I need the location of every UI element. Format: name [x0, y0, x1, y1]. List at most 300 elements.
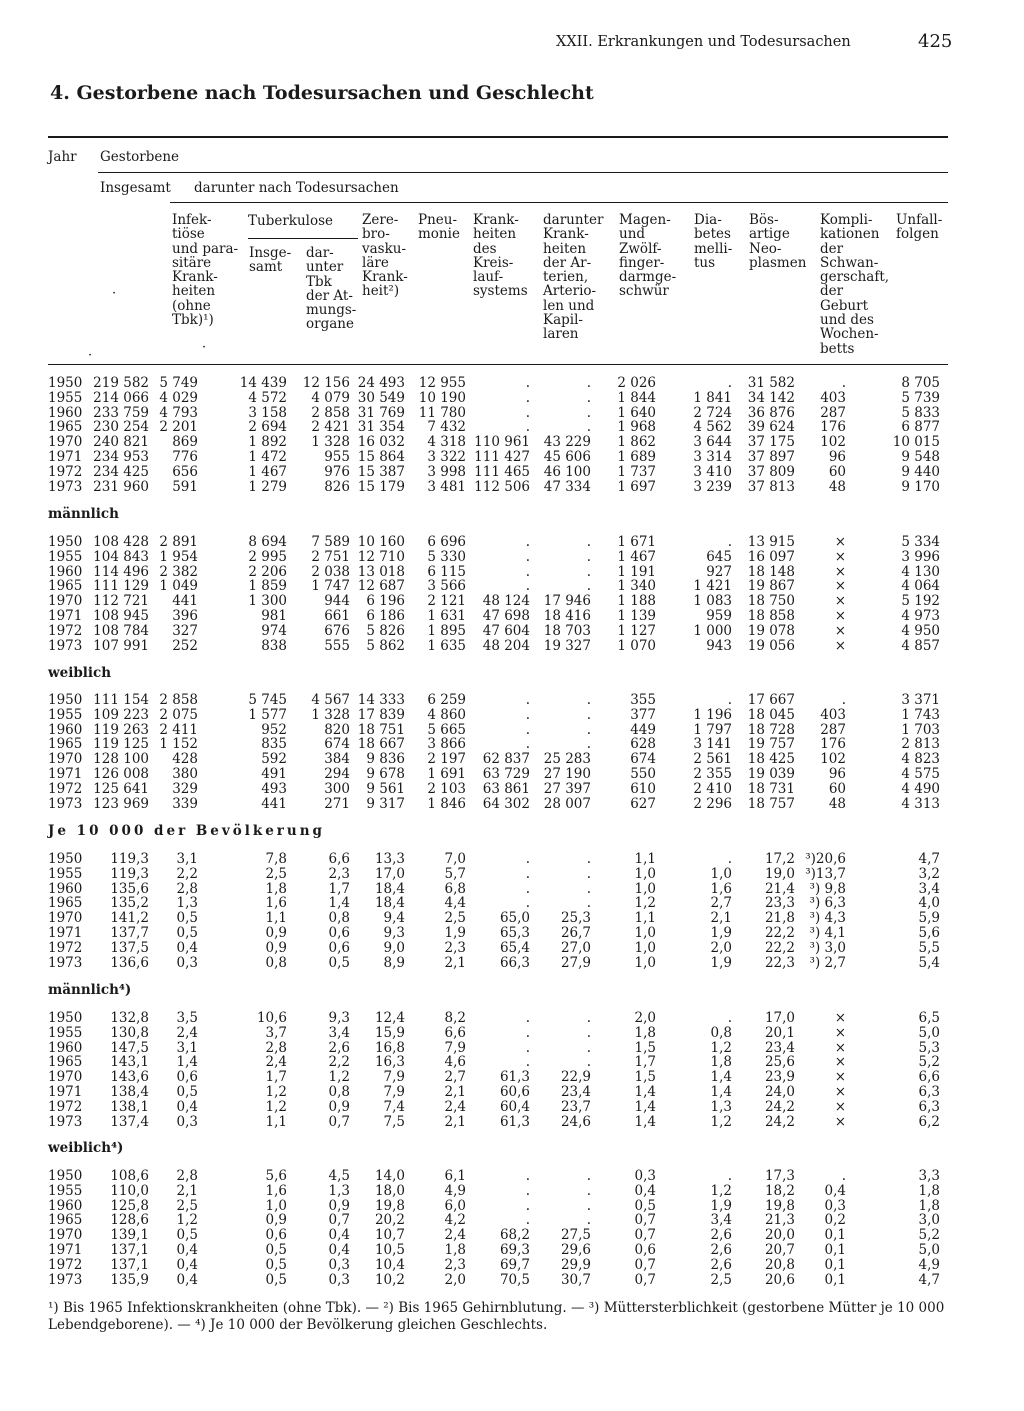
cell-neoplasmen: 18 731: [747, 780, 795, 797]
cell-arterien: 26,7: [560, 924, 591, 941]
cell-tbk-insgesamt: 2,4: [265, 1054, 287, 1071]
cell-kreislaufsystem: .: [525, 721, 530, 738]
cell-diabetes: 1 421: [693, 578, 732, 595]
cell-magen: 1,1: [634, 910, 656, 927]
cell-unfallfolgen: 4,7: [918, 851, 940, 867]
cell-infektioese: 0,3: [176, 954, 198, 971]
cell-zerebrovaskulaer: 7,9: [383, 1083, 405, 1100]
cell-zerebrovaskulaer: 13,3: [374, 851, 405, 867]
cell-gestorbene-insgesamt: 135,9: [110, 1271, 149, 1288]
cell-neoplasmen: 18 757: [747, 795, 795, 812]
cell-pneumonie: 2 197: [427, 751, 466, 768]
cell-komplikationen: 102: [820, 434, 846, 451]
table-row: [0, 1085, 1024, 1100]
cell-tbk-insgesamt: 14 439: [239, 375, 287, 391]
cell-pneumonie: 6,6: [444, 1024, 466, 1041]
cell-arterien: .: [586, 721, 591, 738]
cell-pneumonie: 1 846: [427, 795, 466, 812]
running-head: XXII. Erkrankungen und Todesursachen: [556, 34, 851, 50]
cell-infektioese: 1 049: [159, 578, 198, 595]
cell-tbk-atmungsorgane: 7 589: [311, 534, 350, 550]
cell-arterien: .: [586, 880, 591, 897]
cell-kreislaufsystem: 66,3: [499, 954, 530, 971]
cell-gestorbene-insgesamt: 128,6: [110, 1212, 149, 1229]
cell-neoplasmen: 39 624: [747, 419, 795, 436]
cell-diabetes: 2 724: [693, 404, 732, 421]
cell-zerebrovaskulaer: 9 317: [366, 795, 405, 812]
cell-gestorbene-insgesamt: 143,6: [110, 1069, 149, 1086]
cell-komplikationen: 176: [820, 736, 846, 753]
cell-tbk-atmungsorgane: 1,2: [328, 1069, 350, 1086]
cell-unfallfolgen: 5,2: [918, 1054, 940, 1071]
cell-gestorbene-insgesamt: 138,1: [110, 1098, 149, 1115]
table-row: [0, 797, 1024, 812]
cell-tbk-insgesamt: 3,7: [265, 1024, 287, 1041]
cell-arterien: .: [586, 389, 591, 406]
cell-zerebrovaskulaer: 16 032: [357, 434, 405, 451]
cell-tbk-atmungsorgane: 294: [324, 765, 350, 782]
header-gestorbene: Gestorbene: [100, 149, 180, 165]
cell-komplikationen: 403: [820, 389, 846, 406]
cell-year: 1955: [48, 706, 83, 723]
table-row: [0, 723, 1024, 738]
cell-magen: 1,7: [634, 1054, 656, 1071]
cell-year: 1955: [48, 548, 83, 565]
table-row: [0, 1243, 1024, 1258]
cell-year: 1971: [48, 1241, 83, 1258]
cell-tbk-atmungsorgane: 0,4: [328, 1241, 350, 1258]
cell-neoplasmen: 24,2: [764, 1098, 795, 1115]
cell-diabetes: 1,3: [710, 1098, 732, 1115]
cell-magen: 1 968: [617, 419, 656, 436]
cell-zerebrovaskulaer: 17 839: [357, 706, 405, 723]
cell-kreislaufsystem: 64 302: [482, 795, 530, 812]
cell-infektioese: 0,4: [176, 1256, 198, 1273]
cell-unfallfolgen: 5,5: [918, 939, 940, 956]
cell-infektioese: 0,4: [176, 1241, 198, 1258]
cell-tbk-insgesamt: 7,8: [265, 851, 287, 867]
table-row: [0, 956, 1024, 971]
cell-diabetes: 1,4: [710, 1069, 732, 1086]
cell-tbk-insgesamt: 952: [261, 721, 287, 738]
cell-gestorbene-insgesamt: 119,3: [110, 851, 149, 867]
cell-komplikationen: .: [841, 1168, 846, 1184]
cell-diabetes: 4 562: [693, 419, 732, 436]
cell-magen: 1 340: [617, 578, 656, 595]
cell-pneumonie: 2,1: [444, 1083, 466, 1100]
cell-kreislaufsystem: 63 861: [482, 780, 530, 797]
cell-tbk-insgesamt: 2,5: [265, 865, 287, 882]
cell-kreislaufsystem: .: [525, 563, 530, 580]
cell-magen: 1,5: [634, 1039, 656, 1056]
cell-pneumonie: 4 860: [427, 706, 466, 723]
cell-unfallfolgen: 5 192: [901, 593, 940, 610]
data-block-maennlich-rate: [0, 1011, 1024, 1129]
colhead-magen: Magen- und Zwölf- finger- darmge- schwür: [619, 212, 677, 300]
cell-pneumonie: 4,4: [444, 895, 466, 912]
cell-zerebrovaskulaer: 10,2: [374, 1271, 405, 1288]
cell-unfallfolgen: 4,9: [918, 1256, 940, 1273]
cell-infektioese: 0,5: [176, 924, 198, 941]
cell-zerebrovaskulaer: 10,5: [374, 1241, 405, 1258]
cell-infektioese: 2,8: [176, 1168, 198, 1184]
table-row: [0, 420, 1024, 435]
cell-tbk-insgesamt: 0,5: [265, 1271, 287, 1288]
cell-gestorbene-insgesamt: 143,1: [110, 1054, 149, 1071]
cell-zerebrovaskulaer: 12 710: [357, 548, 405, 565]
cell-unfallfolgen: 9 440: [901, 463, 940, 480]
cell-infektioese: 2 382: [159, 563, 198, 580]
header-rule-tuberkulose: [248, 238, 358, 239]
cell-magen: 1,0: [634, 880, 656, 897]
cell-infektioese: 428: [172, 751, 198, 768]
table-row: [0, 1273, 1024, 1288]
cell-zerebrovaskulaer: 9 678: [366, 765, 405, 782]
data-block-gesamt: [0, 376, 1024, 494]
cell-year: 1970: [48, 910, 83, 927]
cell-kreislaufsystem: .: [525, 548, 530, 565]
table-row: [0, 550, 1024, 565]
cell-gestorbene-insgesamt: 219 582: [93, 375, 149, 391]
cell-tbk-insgesamt: 5,6: [265, 1168, 287, 1184]
cell-tbk-insgesamt: 1 467: [248, 463, 287, 480]
cell-unfallfolgen: 1,8: [918, 1197, 940, 1214]
cell-year: 1965: [48, 1212, 83, 1229]
cell-gestorbene-insgesamt: 136,6: [110, 954, 149, 971]
cell-arterien: 25,3: [560, 910, 591, 927]
cell-gestorbene-insgesamt: 114 496: [93, 563, 149, 580]
cell-komplikationen: ×: [834, 563, 846, 580]
cell-arterien: 23,7: [560, 1098, 591, 1115]
header-bottom-rule: [48, 364, 948, 365]
cell-zerebrovaskulaer: 15 864: [357, 448, 405, 465]
cell-neoplasmen: 22,2: [764, 924, 795, 941]
cell-year: 1950: [48, 692, 83, 708]
cell-tbk-atmungsorgane: 300: [324, 780, 350, 797]
cell-zerebrovaskulaer: 15 179: [357, 478, 405, 495]
cell-neoplasmen: 19 056: [747, 637, 795, 654]
cell-arterien: 18 416: [543, 607, 591, 624]
cell-komplikationen: ×: [834, 1010, 846, 1026]
header-stub-mark: ·: [112, 286, 117, 301]
cell-pneumonie: 7,9: [444, 1039, 466, 1056]
cell-neoplasmen: 20,7: [764, 1241, 795, 1258]
cell-tbk-insgesamt: 1 472: [248, 448, 287, 465]
cell-neoplasmen: 18 728: [747, 721, 795, 738]
cell-gestorbene-insgesamt: 108 428: [93, 534, 149, 550]
cell-zerebrovaskulaer: 18 667: [357, 736, 405, 753]
table-row: [0, 579, 1024, 594]
cell-year: 1972: [48, 1256, 83, 1273]
table-row: [0, 406, 1024, 421]
cell-unfallfolgen: 4 313: [901, 795, 940, 812]
cell-year: 1960: [48, 563, 83, 580]
cell-neoplasmen: 17,2: [764, 851, 795, 867]
cell-tbk-atmungsorgane: 555: [324, 637, 350, 654]
cell-tbk-insgesamt: 1,6: [265, 895, 287, 912]
cell-magen: 0,4: [634, 1182, 656, 1199]
cell-gestorbene-insgesamt: 135,2: [110, 895, 149, 912]
cell-tbk-atmungsorgane: 384: [324, 751, 350, 768]
cell-diabetes: 3,4: [710, 1212, 732, 1229]
cell-infektioese: 869: [172, 434, 198, 451]
cell-diabetes: 1 000: [693, 622, 732, 639]
cell-komplikationen: ×: [834, 1024, 846, 1041]
cell-diabetes: 1,4: [710, 1083, 732, 1100]
cell-infektioese: 656: [172, 463, 198, 480]
cell-neoplasmen: 17 667: [747, 692, 795, 708]
cell-infektioese: 0,4: [176, 1271, 198, 1288]
cell-unfallfolgen: 4,0: [918, 895, 940, 912]
cell-kreislaufsystem: 62 837: [482, 751, 530, 768]
cell-gestorbene-insgesamt: 137,1: [110, 1256, 149, 1273]
cell-arterien: 47 334: [543, 478, 591, 495]
section-label-maennlich: männlich: [48, 506, 119, 522]
cell-komplikationen: ³)20,6: [805, 851, 846, 867]
cell-komplikationen: 48: [828, 478, 846, 495]
cell-gestorbene-insgesamt: 230 254: [93, 419, 149, 436]
cell-arterien: .: [586, 1024, 591, 1041]
cell-tbk-atmungsorgane: 4,5: [328, 1168, 350, 1184]
cell-pneumonie: 6,8: [444, 880, 466, 897]
cell-year: 1972: [48, 463, 83, 480]
cell-neoplasmen: 18 858: [747, 607, 795, 624]
cell-unfallfolgen: 4 823: [901, 751, 940, 768]
cell-infektioese: 5 749: [159, 375, 198, 391]
cell-tbk-insgesamt: 0,9: [265, 924, 287, 941]
cell-diabetes: 1,0: [710, 865, 732, 882]
cell-neoplasmen: 21,8: [764, 910, 795, 927]
cell-zerebrovaskulaer: 9 561: [366, 780, 405, 797]
table-row: [0, 594, 1024, 609]
cell-year: 1973: [48, 637, 83, 654]
cell-komplikationen: 48: [828, 795, 846, 812]
cell-pneumonie: 11 780: [418, 404, 466, 421]
cell-zerebrovaskulaer: 16,3: [374, 1054, 405, 1071]
cell-unfallfolgen: 3 996: [901, 548, 940, 565]
header-insgesamt: Insgesamt: [100, 180, 171, 196]
cell-year: 1973: [48, 478, 83, 495]
cell-neoplasmen: 34 142: [747, 389, 795, 406]
cell-unfallfolgen: 3,4: [918, 880, 940, 897]
cell-pneumonie: 2,0: [444, 1271, 466, 1288]
cell-year: 1970: [48, 751, 83, 768]
cell-neoplasmen: 13 915: [747, 534, 795, 550]
cell-magen: 0,7: [634, 1227, 656, 1244]
cell-infektioese: 776: [172, 448, 198, 465]
cell-magen: 1,0: [634, 939, 656, 956]
cell-neoplasmen: 23,9: [764, 1069, 795, 1086]
cell-arterien: 43 229: [543, 434, 591, 451]
cell-gestorbene-insgesamt: 132,8: [110, 1010, 149, 1026]
cell-magen: 0,3: [634, 1168, 656, 1184]
cell-neoplasmen: 19,0: [764, 865, 795, 882]
cell-komplikationen: ×: [834, 637, 846, 654]
cell-gestorbene-insgesamt: 234 425: [93, 463, 149, 480]
cell-diabetes: 1,8: [710, 1054, 732, 1071]
cell-diabetes: 2,6: [710, 1227, 732, 1244]
cell-komplikationen: ×: [834, 1069, 846, 1086]
cell-gestorbene-insgesamt: 234 953: [93, 448, 149, 465]
cell-infektioese: 2 411: [159, 721, 198, 738]
cell-tbk-insgesamt: 0,8: [265, 954, 287, 971]
cell-unfallfolgen: 3 371: [901, 692, 940, 708]
cell-tbk-atmungsorgane: 2,2: [328, 1054, 350, 1071]
cell-kreislaufsystem: 61,3: [499, 1069, 530, 1086]
cell-zerebrovaskulaer: 9 836: [366, 751, 405, 768]
cell-kreislaufsystem: .: [525, 1024, 530, 1041]
cell-year: 1955: [48, 389, 83, 406]
cell-diabetes: 1 841: [693, 389, 732, 406]
cell-neoplasmen: 18 425: [747, 751, 795, 768]
cell-gestorbene-insgesamt: 112 721: [93, 593, 149, 610]
cell-komplikationen: 60: [828, 780, 846, 797]
cell-magen: 1 689: [617, 448, 656, 465]
cell-pneumonie: 1 631: [427, 607, 466, 624]
cell-pneumonie: 6 115: [427, 563, 466, 580]
cell-diabetes: 1 797: [693, 721, 732, 738]
cell-zerebrovaskulaer: 18,0: [374, 1182, 405, 1199]
cell-pneumonie: 3 998: [427, 463, 466, 480]
table-row: [0, 911, 1024, 926]
cell-unfallfolgen: 6,3: [918, 1083, 940, 1100]
cell-magen: 449: [630, 721, 656, 738]
cell-neoplasmen: 19,8: [764, 1197, 795, 1214]
cell-unfallfolgen: 5,3: [918, 1039, 940, 1056]
cell-tbk-atmungsorgane: 1 328: [311, 434, 350, 451]
cell-neoplasmen: 20,1: [764, 1024, 795, 1041]
cell-gestorbene-insgesamt: 141,2: [110, 910, 149, 927]
cell-unfallfolgen: 6,3: [918, 1098, 940, 1115]
cell-tbk-atmungsorgane: 944: [324, 593, 350, 610]
header-stub-mark: ·: [202, 340, 207, 355]
cell-neoplasmen: 19 867: [747, 578, 795, 595]
cell-pneumonie: 1 895: [427, 622, 466, 639]
cell-unfallfolgen: 4 950: [901, 622, 940, 639]
cell-unfallfolgen: 9 170: [901, 478, 940, 495]
cell-tbk-insgesamt: 0,5: [265, 1256, 287, 1273]
cell-infektioese: 2,2: [176, 865, 198, 882]
cell-arterien: 27 190: [543, 765, 591, 782]
cell-komplikationen: ³) 6,3: [809, 895, 846, 912]
cell-pneumonie: 1 635: [427, 637, 466, 654]
cell-gestorbene-insgesamt: 128 100: [93, 751, 149, 768]
cell-tbk-atmungsorgane: 0,5: [328, 954, 350, 971]
cell-zerebrovaskulaer: 31 354: [357, 419, 405, 436]
cell-unfallfolgen: 3,0: [918, 1212, 940, 1229]
cell-komplikationen: ³) 4,3: [809, 910, 846, 927]
cell-diabetes: 2,0: [710, 939, 732, 956]
cell-arterien: 25 283: [543, 751, 591, 768]
cell-magen: 1 188: [617, 593, 656, 610]
cell-tbk-atmungsorgane: 1 747: [311, 578, 350, 595]
cell-pneumonie: 5 665: [427, 721, 466, 738]
cell-pneumonie: 2,4: [444, 1227, 466, 1244]
table-row: [0, 693, 1024, 708]
table-row: [0, 941, 1024, 956]
cell-diabetes: 1 083: [693, 593, 732, 610]
table-row: [0, 1026, 1024, 1041]
cell-tbk-atmungsorgane: 0,3: [328, 1271, 350, 1288]
cell-year: 1973: [48, 1271, 83, 1288]
cell-tbk-atmungsorgane: 0,8: [328, 910, 350, 927]
table-row: [0, 1169, 1024, 1184]
cell-unfallfolgen: 1,8: [918, 1182, 940, 1199]
cell-komplikationen: 60: [828, 463, 846, 480]
cell-kreislaufsystem: 112 506: [474, 478, 530, 495]
cell-neoplasmen: 24,2: [764, 1113, 795, 1130]
cell-diabetes: 1,9: [710, 1197, 732, 1214]
cell-arterien: .: [586, 1039, 591, 1056]
cell-komplikationen: 102: [820, 751, 846, 768]
cell-komplikationen: ×: [834, 1083, 846, 1100]
cell-unfallfolgen: 6 877: [901, 419, 940, 436]
cell-gestorbene-insgesamt: 109 223: [93, 706, 149, 723]
cell-arterien: .: [586, 1197, 591, 1214]
cell-year: 1971: [48, 1083, 83, 1100]
cell-komplikationen: ×: [834, 607, 846, 624]
cell-kreislaufsystem: 48 124: [482, 593, 530, 610]
table-row: [0, 465, 1024, 480]
cell-infektioese: 0,5: [176, 1083, 198, 1100]
cell-zerebrovaskulaer: 20,2: [374, 1212, 405, 1229]
cell-neoplasmen: 37 897: [747, 448, 795, 465]
cell-arterien: .: [586, 895, 591, 912]
cell-diabetes: 3 644: [693, 434, 732, 451]
cell-pneumonie: 12 955: [418, 375, 466, 391]
table-row: [0, 376, 1024, 391]
cell-infektioese: 441: [172, 593, 198, 610]
cell-pneumonie: 2,1: [444, 954, 466, 971]
cell-tbk-atmungsorgane: 0,3: [328, 1256, 350, 1273]
cell-pneumonie: 7 432: [427, 419, 466, 436]
cell-year: 1960: [48, 721, 83, 738]
colhead-neoplasmen: Bös- artige Neo- plasmen: [749, 212, 807, 271]
cell-kreislaufsystem: 65,0: [499, 910, 530, 927]
cell-tbk-atmungsorgane: 0,9: [328, 1197, 350, 1214]
cell-pneumonie: 10 190: [418, 389, 466, 406]
cell-year: 1950: [48, 1010, 83, 1026]
cell-neoplasmen: 24,0: [764, 1083, 795, 1100]
cell-arterien: .: [586, 865, 591, 882]
cell-magen: 1 640: [617, 404, 656, 421]
cell-unfallfolgen: 5,6: [918, 924, 940, 941]
colhead-tbk-atmungsorgane: dar- unter Tbk der At- mungs- organe: [306, 245, 357, 333]
cell-infektioese: 2,4: [176, 1024, 198, 1041]
cell-unfallfolgen: 6,6: [918, 1069, 940, 1086]
cell-zerebrovaskulaer: 6 196: [366, 593, 405, 610]
cell-diabetes: 2,6: [710, 1241, 732, 1258]
cell-kreislaufsystem: 70,5: [499, 1271, 530, 1288]
cell-magen: 1 697: [617, 478, 656, 495]
cell-infektioese: 252: [172, 637, 198, 654]
cell-diabetes: 959: [706, 607, 732, 624]
cell-arterien: 27,0: [560, 939, 591, 956]
table-row: [0, 1184, 1024, 1199]
cell-tbk-insgesamt: 835: [261, 736, 287, 753]
cell-diabetes: 1,2: [710, 1182, 732, 1199]
cell-year: 1960: [48, 1039, 83, 1056]
cell-zerebrovaskulaer: 12 687: [357, 578, 405, 595]
cell-diabetes: 2,5: [710, 1271, 732, 1288]
cell-arterien: 30,7: [560, 1271, 591, 1288]
cell-diabetes: 0,8: [710, 1024, 732, 1041]
cell-komplikationen: ³)13,7: [805, 865, 846, 882]
cell-komplikationen: ³) 9,8: [809, 880, 846, 897]
cell-zerebrovaskulaer: 8,9: [383, 954, 405, 971]
cell-kreislaufsystem: 65,4: [499, 939, 530, 956]
cell-magen: 1 467: [617, 548, 656, 565]
